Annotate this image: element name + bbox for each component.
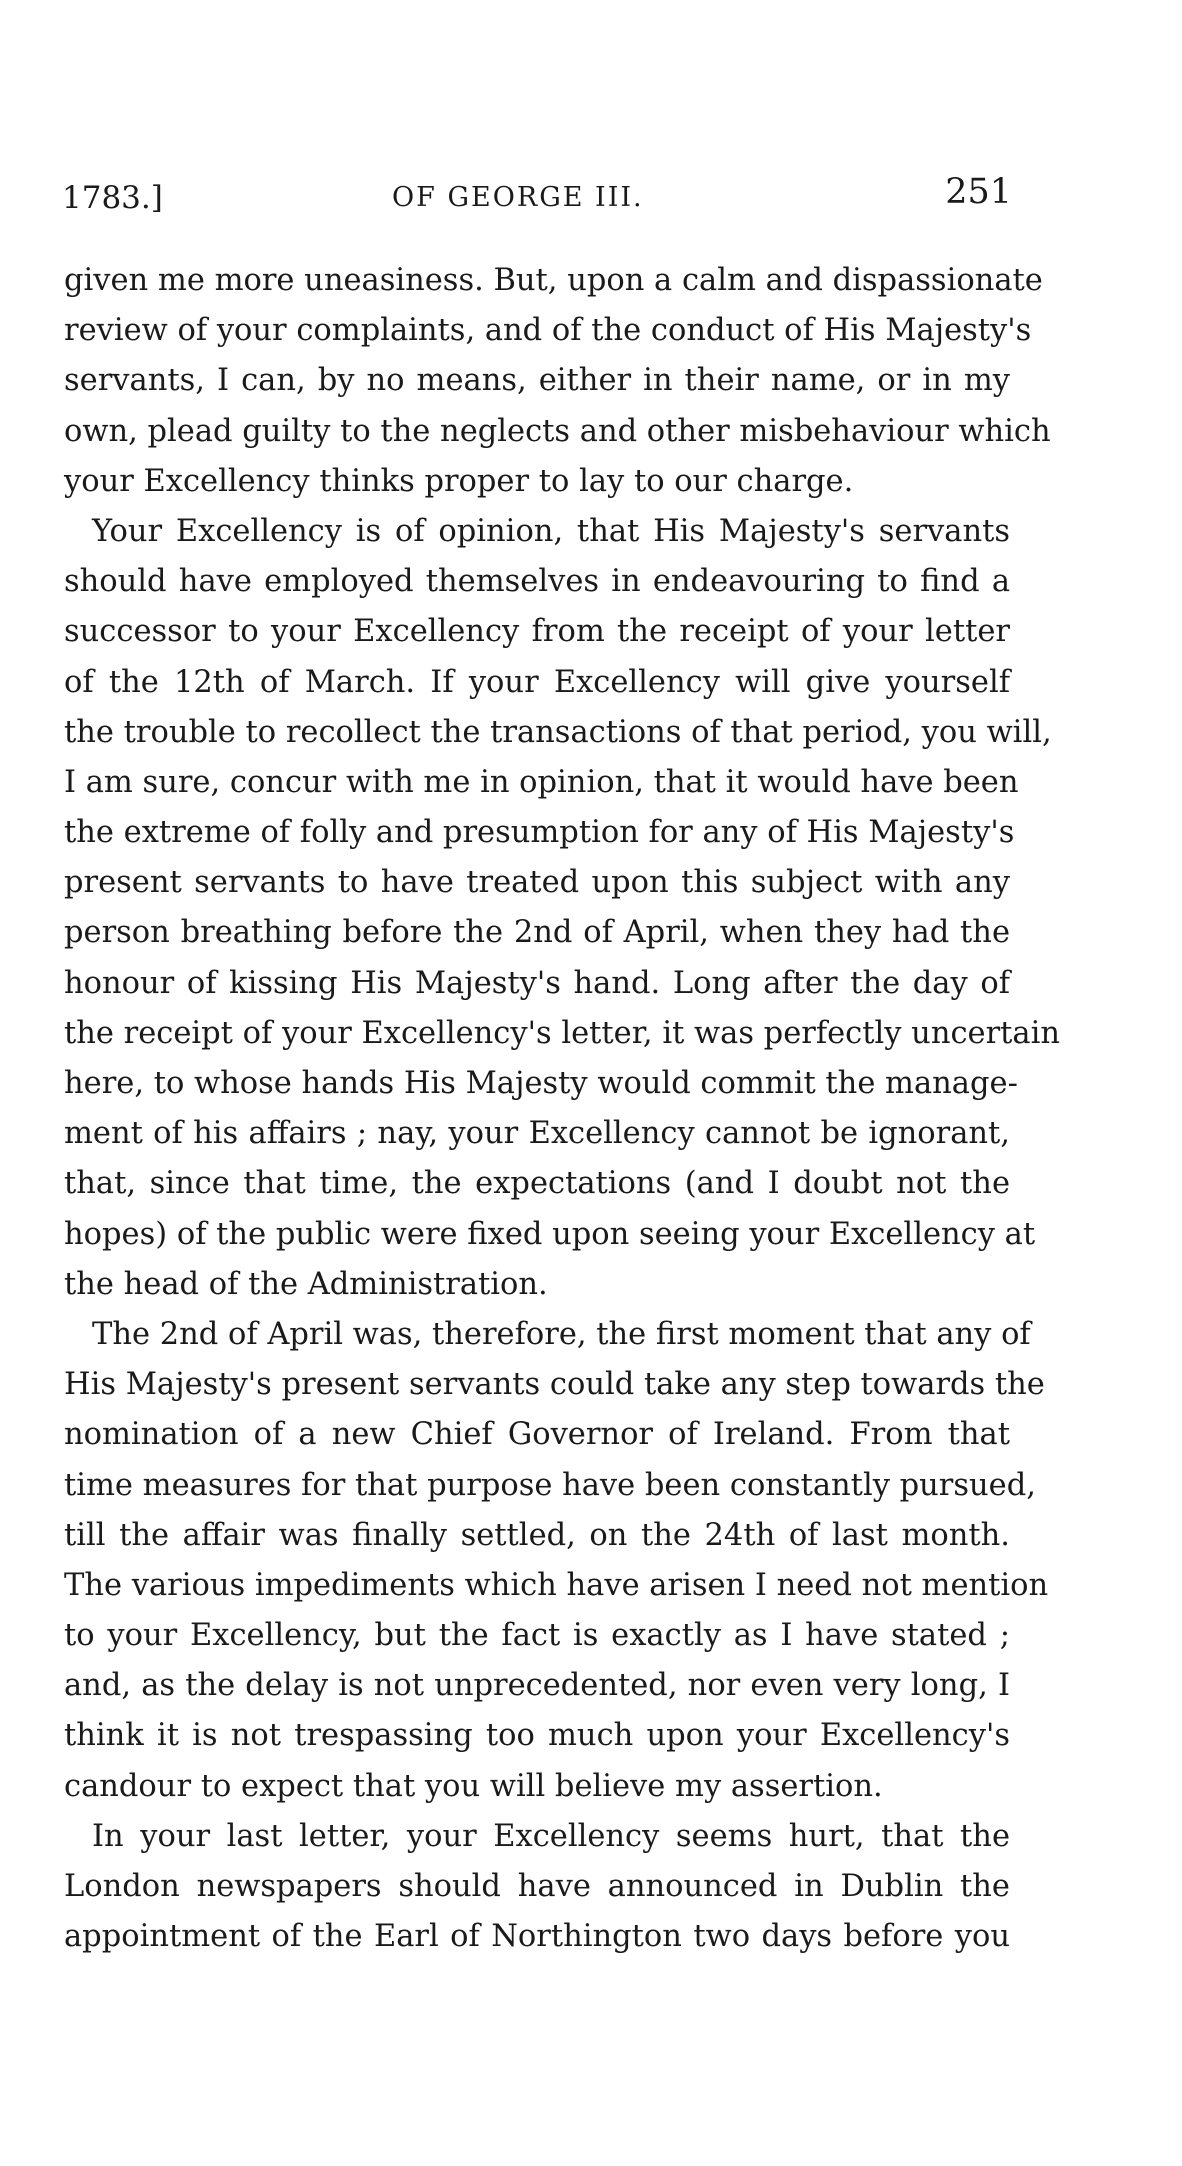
paragraph-3 (64, 1310, 1049, 1812)
text-line: The 2nd of April was, therefore, the first moment that any of (92, 1316, 1031, 1352)
text-line: candour to expect that you will believe my assertion. (64, 1768, 883, 1804)
text-line: appointment of the Earl of Northington two days before you (64, 1919, 1010, 1955)
body-text (64, 256, 1061, 1962)
text-line: think it is not trespassing too much upon your Excellency's (64, 1718, 1010, 1754)
text-line: ment of his affairs ; nay, your Excellency cannot be ignorant, (64, 1116, 1010, 1152)
text-line: till the affair was finally settled, on the 24th of last month. (64, 1517, 1010, 1553)
text-line: the receipt of your Excellency's letter, it was perfectly uncertain (64, 1015, 1061, 1051)
paragraph-2 (64, 507, 1061, 1310)
paragraph-1 (64, 256, 1051, 507)
text-line: own, plead guilty to the neglects and other misbehaviour which (64, 413, 1051, 449)
header-title: OF GEORGE III. (392, 182, 644, 213)
text-line: His Majesty's present servants could take any step towards the (64, 1367, 1045, 1403)
text-line: present servants to have treated upon this subject with any (64, 865, 1010, 901)
text-line: here, to whose hands His Majesty would commit the manage- (64, 1066, 1018, 1101)
text-line: hopes) of the public were fixed upon seeing your Excellency at (64, 1216, 1036, 1252)
text-line: London newspapers should have announced in Dublin the (64, 1869, 1010, 1904)
text-line: successor to your Excellency from the receipt of your letter (64, 614, 1010, 650)
text-line: that, since that time, the expectations (and I doubt not the (64, 1166, 1010, 1202)
text-line: nomination of a new Chief Governor of Ireland. From that (64, 1417, 1010, 1453)
text-line: the trouble to recollect the transactions of that period, you will, (64, 714, 1052, 750)
text-line: servants, I can, by no means, either in their name, or in my (64, 363, 1010, 399)
text-line: and, as the delay is not unprecedented, nor even very long, I (64, 1668, 1010, 1704)
text-line: The various impediments which have arisen I need not mention (64, 1567, 1049, 1603)
text-line: person breathing before the 2nd of April, when they had the (64, 915, 1010, 951)
text-line: your Excellency thinks proper to lay to our charge. (64, 463, 854, 499)
text-line: Your Excellency is of opinion, that His Majesty's servants (92, 513, 1010, 549)
text-line: the extreme of folly and presumption for any of His Majesty's (64, 815, 1015, 851)
text-line: I am sure, concur with me in opinion, that it would have been (64, 764, 1019, 800)
text-line: of the 12th of March. If your Excellency will give yourself (64, 664, 1010, 700)
text-line: should have employed themselves in endeavouring to find a (64, 564, 1010, 600)
page-number: 251 (945, 172, 1012, 212)
text-line: honour of kissing His Majesty's hand. Long after the day of (64, 965, 1010, 1001)
text-line: time measures for that purpose have been constantly pursued, (64, 1467, 1036, 1503)
paragraph-4 (64, 1812, 1010, 1963)
text-line: to your Excellency, but the fact is exactly as I have stated ; (64, 1618, 1010, 1654)
header-year: 1783.] (62, 180, 163, 216)
text-line: In your last letter, your Excellency seems hurt, that the (92, 1818, 1010, 1854)
text-line: given me more uneasiness. But, upon a calm and dispassionate (64, 263, 1043, 298)
running-header (62, 172, 1012, 222)
text-line: the head of the Administration. (64, 1266, 548, 1302)
text-line: review of your complaints, and of the conduct of His Majesty's (64, 313, 1032, 349)
